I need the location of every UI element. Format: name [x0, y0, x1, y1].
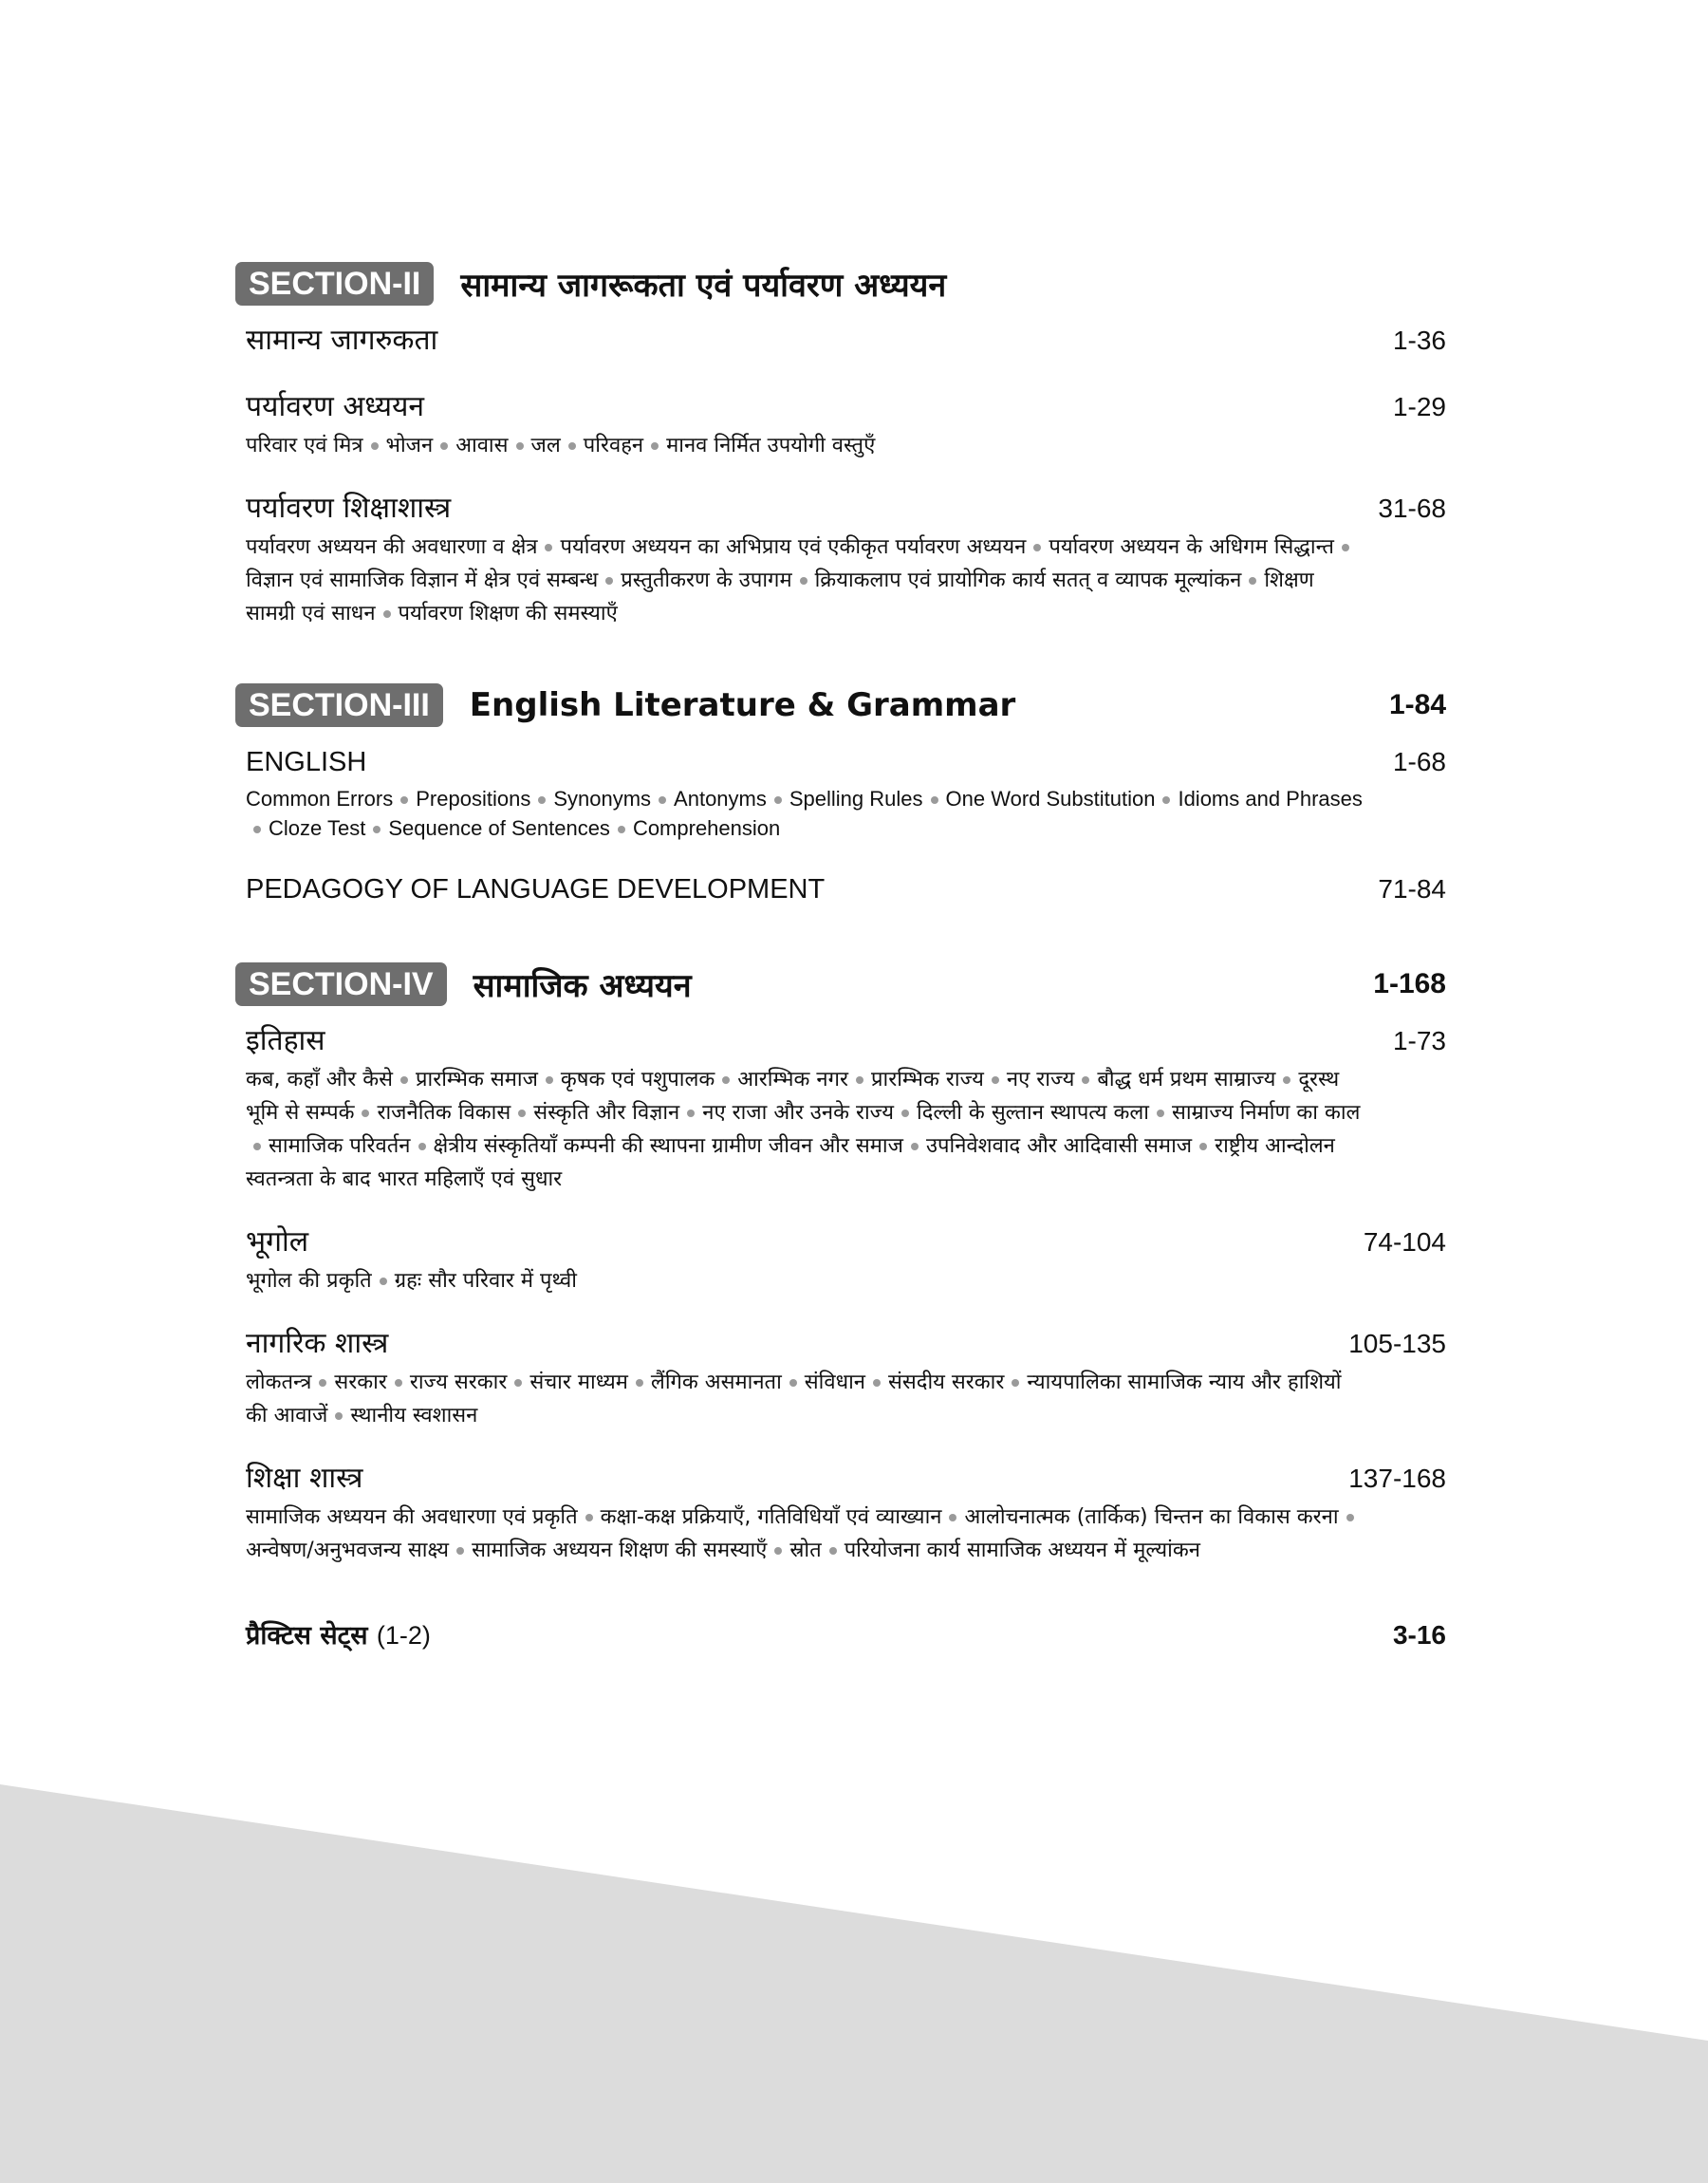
section-header [235, 680, 1446, 731]
topic-item: आलोचनात्मक (तार्किक) चिन्तन का विकास करना [964, 1505, 1339, 1529]
bullet-icon [440, 442, 448, 450]
bullet-icon [949, 1514, 956, 1521]
table-of-contents [235, 258, 1446, 1651]
bullet-icon [1199, 1143, 1207, 1150]
topic-item: न्यायपालिका सामाजिक न्याय और हाशियों की आवाजें [246, 1371, 1342, 1427]
entry-topics [246, 429, 1365, 462]
toc-entry [246, 489, 1446, 630]
entry-title: सामान्य जागरुकता [246, 324, 438, 357]
entry-pages: 71-84 [1378, 874, 1446, 904]
topic-item: जल [530, 434, 561, 457]
topic-item: भोजन [385, 434, 434, 457]
bullet-icon [371, 442, 379, 450]
topic-item: सामाजिक अध्ययन की अवधारणा एवं प्रकृति [246, 1505, 578, 1529]
topic-item: सामाजिक परिवर्तन [269, 1134, 411, 1158]
entry-title: शिक्षा शास्त्र [246, 1462, 363, 1495]
topic-item: Sequence of Sentences [388, 816, 610, 840]
section-title: सामाजिक अध्ययन [473, 967, 692, 1005]
bullet-icon [335, 1412, 343, 1420]
topic-item: भूगोल की प्रकृति [246, 1269, 372, 1293]
topic-item: संसदीय सरकार [888, 1371, 1005, 1394]
section-title: सामान्य जागरूकता एवं पर्यावरण अध्ययन [460, 267, 947, 305]
entry-topics [246, 1264, 1365, 1297]
topic-item: राष्ट्रीय आन्दोलन स्वतन्त्रता के बाद भारत महिलाएँ एवं सुधार [246, 1134, 1335, 1191]
bullet-icon [373, 826, 381, 833]
bullet-icon [1033, 544, 1041, 551]
entry-topics [246, 1366, 1365, 1432]
bullet-icon [380, 1278, 387, 1285]
bullet-icon [400, 796, 408, 804]
practice-sets-entry [246, 1616, 1446, 1651]
topic-item: Idioms and Phrases [1178, 787, 1363, 811]
entry-title: इतिहास [246, 1024, 325, 1057]
bullet-icon [516, 442, 524, 450]
topic-item: उपनिवेशवाद और आदिवासी समाज [925, 1134, 1193, 1158]
bullet-icon [568, 442, 576, 450]
section-badge: SECTION-II [235, 262, 434, 306]
topic-item: परिवार एवं मित्र [246, 434, 363, 457]
entry-pages: 137-168 [1348, 1464, 1446, 1493]
entry-header [246, 1459, 1446, 1499]
entry-title: नागरिक शास्त्र [246, 1327, 389, 1360]
topic-item: Common Errors [246, 787, 394, 811]
entry-header [246, 1021, 1446, 1061]
bullet-icon [636, 1379, 643, 1387]
bullet-icon [253, 826, 261, 833]
topic-item: पर्यावरण अध्ययन की अवधारणा व क्षेत्र [246, 535, 538, 559]
entry-header [246, 387, 1446, 427]
entry-topics [246, 531, 1365, 630]
bullet-icon [1162, 796, 1170, 804]
bullet-icon [800, 577, 808, 585]
entry-header [246, 1222, 1446, 1262]
practice-pages: 3-16 [1392, 1620, 1446, 1650]
bullet-icon [659, 796, 666, 804]
topic-item: कृषक एवं पशुपालक [560, 1068, 715, 1092]
entry-header [246, 489, 1446, 529]
bullet-icon [856, 1076, 863, 1084]
entry-pages: 1-68 [1392, 747, 1446, 776]
topic-item: दिल्ली के सुल्तान स्थापत्य कला [917, 1101, 1149, 1125]
topic-item: बौद्ध धर्म प्रथम साम्राज्य [1097, 1068, 1276, 1092]
entry-pages: 1-36 [1392, 326, 1446, 355]
bullet-icon [789, 1379, 797, 1387]
entry-title: पर्यावरण शिक्षाशास्त्र [246, 492, 452, 525]
bullet-icon [605, 577, 613, 585]
toc-entry [246, 387, 1446, 462]
entry-header [246, 1324, 1446, 1364]
bullet-icon [518, 1110, 526, 1117]
bullet-icon [618, 826, 625, 833]
section-header [235, 959, 1446, 1010]
topic-item: नए राज्य [1006, 1068, 1075, 1092]
toc-entry [246, 321, 1446, 361]
bullet-icon [456, 1547, 464, 1555]
topic-item: मानव निर्मित उपयोगी वस्तुएँ [666, 434, 876, 457]
entry-header [246, 869, 1446, 909]
topic-item: ग्रहः सौर परिवार में पृथ्वी [394, 1269, 577, 1293]
topic-item: Synonyms [553, 787, 652, 811]
entry-title: PEDAGOGY OF LANGUAGE DEVELOPMENT [246, 874, 826, 905]
bullet-icon [873, 1379, 881, 1387]
topic-item: स्थानीय स्वशासन [350, 1404, 478, 1427]
bullet-icon [545, 544, 552, 551]
bullet-icon [319, 1379, 326, 1387]
entry-topics [246, 1063, 1365, 1196]
topic-item: आवास [455, 434, 509, 457]
entry-pages: 1-29 [1392, 392, 1446, 421]
toc-entry [246, 1324, 1446, 1432]
entry-topics [246, 784, 1365, 843]
bullet-icon [829, 1547, 837, 1555]
section-title: English Literature & Grammar [469, 686, 1016, 724]
bullet-icon [931, 796, 938, 804]
topic-item: Cloze Test [269, 816, 366, 840]
topic-item: कब, कहाँ और कैसे [246, 1068, 393, 1092]
entry-title: ENGLISH [246, 747, 367, 777]
bullet-icon [1249, 577, 1256, 585]
bullet-icon [1342, 544, 1349, 551]
bullet-icon [253, 1143, 261, 1150]
bullet-icon [514, 1379, 522, 1387]
topic-item: Prepositions [416, 787, 531, 811]
section-pages: 1-84 [1388, 689, 1446, 720]
practice-range: (1-2) [376, 1621, 431, 1650]
bullet-icon [538, 796, 546, 804]
entry-pages: 31-68 [1378, 494, 1446, 523]
topic-item: कक्षा-कक्ष प्रक्रियाएँ, गतिविधियाँ एवं व्याख्यान [600, 1505, 942, 1529]
section-block [235, 959, 1446, 1567]
bullet-icon [546, 1076, 553, 1084]
section-badge: SECTION-III [235, 683, 443, 727]
topic-item: सामाजिक अध्ययन शिक्षण की समस्याएँ [472, 1539, 768, 1562]
practice-title-text: प्रैक्टिस सेट्स [246, 1621, 368, 1651]
bullet-icon [383, 610, 391, 618]
topic-item: Spelling Rules [789, 787, 923, 811]
topic-item: दूरस्थ भूमि से सम्पर्क [246, 1068, 1340, 1125]
topic-item: परियोजना कार्य सामाजिक अध्ययन में मूल्यांकन [844, 1539, 1200, 1562]
topic-item: अन्वेषण/अनुभवजन्य साक्ष्य [246, 1539, 450, 1562]
bullet-icon [911, 1143, 919, 1150]
entry-pages: 74-104 [1363, 1227, 1446, 1257]
topic-item: लैंगिक असमानता [650, 1371, 782, 1394]
entry-pages: 105-135 [1348, 1329, 1446, 1358]
bullet-icon [901, 1110, 909, 1117]
topic-item: Antonyms [674, 787, 767, 811]
topic-item: संचार माध्यम [529, 1371, 628, 1394]
bullet-icon [774, 796, 782, 804]
topic-item: आरम्भिक नगर [737, 1068, 848, 1092]
topic-item: राज्य सरकार [409, 1371, 508, 1394]
section-block [235, 680, 1446, 909]
topic-item: विज्ञान एवं सामाजिक विज्ञान में क्षेत्र एवं सम्बन्ध [246, 569, 599, 592]
bullet-icon [395, 1379, 402, 1387]
toc-entry [246, 1222, 1446, 1297]
entry-header [246, 742, 1446, 782]
entry-header [246, 321, 1446, 361]
topic-item: पर्यावरण अध्ययन का अभिप्राय एवं एकीकृत पर्यावरण अध्ययन [560, 535, 1027, 559]
bullet-icon [1082, 1076, 1089, 1084]
bullet-icon [362, 1110, 369, 1117]
topic-item: प्रारम्भिक समाज [415, 1068, 538, 1092]
topic-item: प्रस्तुतीकरण के उपागम [621, 569, 792, 592]
topic-item: पर्यावरण अध्ययन के अधिगम सिद्धान्त [1049, 535, 1334, 559]
bullet-icon [418, 1143, 426, 1150]
bullet-icon [651, 442, 659, 450]
topic-item: स्रोत [789, 1539, 822, 1562]
topic-item: क्षेत्रीय संस्कृतियाँ कम्पनी की स्थापना ग्रामीण जीवन और समाज [433, 1134, 903, 1158]
entry-title: भूगोल [246, 1225, 309, 1259]
topic-item: शिक्षण सामग्री एवं साधन [246, 569, 1314, 625]
bullet-icon [687, 1110, 695, 1117]
bullet-icon [585, 1514, 593, 1521]
topic-item: सरकार [334, 1371, 387, 1394]
topic-item: परिवहन [583, 434, 644, 457]
bullet-icon [992, 1076, 999, 1084]
bullet-icon [400, 1076, 408, 1084]
topic-item: प्रारम्भिक राज्य [871, 1068, 984, 1092]
toc-entry [246, 869, 1446, 909]
topic-item: Comprehension [632, 816, 781, 840]
topic-item: क्रियाकलाप एवं प्रायोगिक कार्य सतत् व व्यापक मूल्यांकन [814, 569, 1242, 592]
topic-item: साम्राज्य निर्माण का काल [1171, 1101, 1361, 1125]
topic-item: राजनैतिक विकास [377, 1101, 511, 1125]
topic-item: लोकतन्त्र [246, 1371, 312, 1394]
entry-title: पर्यावरण अध्ययन [246, 390, 425, 423]
bullet-icon [1346, 1514, 1354, 1521]
bullet-icon [1012, 1379, 1019, 1387]
section-block [235, 258, 1446, 630]
toc-entry [246, 1459, 1446, 1567]
bullet-icon [1157, 1110, 1164, 1117]
entry-topics [246, 1501, 1365, 1567]
bullet-icon [774, 1547, 782, 1555]
entry-pages: 1-73 [1392, 1026, 1446, 1055]
topic-item: संविधान [804, 1371, 866, 1394]
bullet-icon [1283, 1076, 1290, 1084]
topic-item: नए राजा और उनके राज्य [702, 1101, 895, 1125]
topic-item: One Word Substitution [945, 787, 1156, 811]
section-pages: 1-168 [1373, 968, 1446, 999]
toc-entry [246, 742, 1446, 843]
topic-item: संस्कृति और विज्ञान [533, 1101, 680, 1125]
section-header [235, 258, 1446, 309]
toc-entry [246, 1021, 1446, 1196]
practice-sets-title [246, 1616, 431, 1651]
topic-item: पर्यावरण शिक्षण की समस्याएँ [398, 602, 618, 625]
section-badge: SECTION-IV [235, 962, 447, 1006]
sections-list [235, 258, 1446, 1567]
bullet-icon [722, 1076, 730, 1084]
